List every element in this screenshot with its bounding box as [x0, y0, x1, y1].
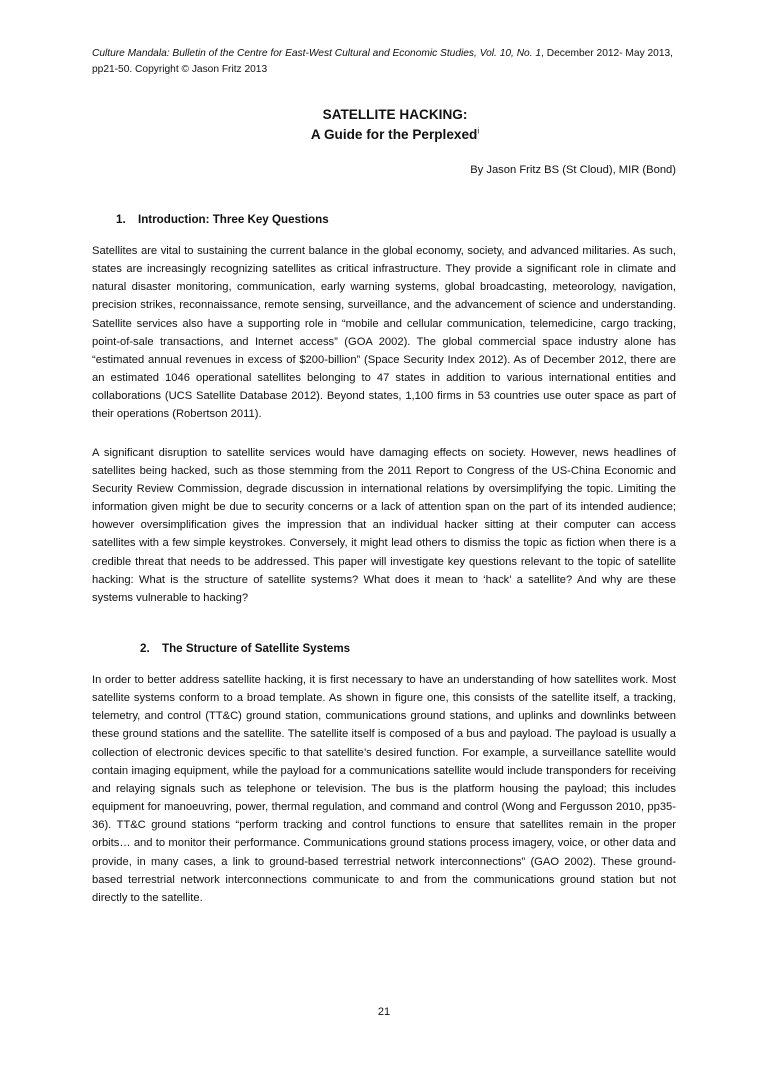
- citation-header: [92, 46, 676, 77]
- section-number: 2.: [140, 641, 150, 655]
- paper-subtitle: [114, 125, 676, 145]
- section-heading-introduction: [116, 212, 676, 228]
- footnote-marker[interactable]: i: [477, 126, 480, 136]
- citation-details: , December 2012- May 2013, pp21-50. Copyright © Jason Fritz 2013: [92, 48, 673, 75]
- paper-title: SATELLITE HACKING:: [322, 107, 468, 122]
- section-number: 1.: [116, 213, 126, 226]
- document-page: [92, 46, 676, 907]
- paper-subtitle-text: A Guide for the Perplexed: [310, 127, 478, 142]
- paragraph: Satellites are vital to sustaining the current balance in the global economy, society, and advanced militaries. As such, states are increasingly recognizing satellites as critical infrastructure. They provide a significant role in climate and natural disaster monitoring, communication, early warning systems, global broadcasting, meteorology, navigation, precision strikes, reconnaissance, remote sensing, surveillance, and the advancement of science and understanding. Satellite services also have a supporting role in “mobile and cellular communication, telemedicine, cargo tracking, point-of-sale transactions, and Internet access” (GOA 2002). The global commercial space industry alone has “estimated annual revenues in excess of $200-billion” (Space Security Index 2012). As of December 2012, there are an estimated 1046 operational satellites belonging to 47 states in addition to various international entities and collaborations (UCS Satellite Database 2012). Beyond states, 1,100 firms in 53 countries use outer space as part of their operations (Robertson 2011).: [92, 245, 676, 421]
- paragraph: A significant disruption to satellite services would have damaging effects on society. However, news headlines of satellites being hacked, such as those stemming from the 2011 Report to Congress of the US-China Economic and Security Review Commission, degrade discussion in international relations by oversimplifying the topic. Limiting the information given might be due to security concerns or a lack of attention span on the part of its intended audience; however oversimplification gives the impression that an individual hacker sitting at their computer can access satellites with a few simple keystrokes. Conversely, it might lead others to dismiss the topic as fiction when there is a credible threat that needs to be addressed. This paper will investigate key questions relevant to the topic of satellite hacking: What is the structure of satellite systems? What does it mean to ‘hack’ a satellite? And why are these systems vulnerable to hacking?: [92, 446, 676, 604]
- page-number: 21: [377, 1006, 391, 1018]
- section-heading-structure: [140, 641, 676, 657]
- section-title: The Structure of Satellite Systems: [162, 641, 351, 655]
- author-byline: By Jason Fritz BS (St Cloud), MIR (Bond): [470, 164, 676, 176]
- journal-name: Culture Mandala: Bulletin of the Centre for East-West Cultural and Economic Studies, Vol. 10, No. 1: [92, 48, 542, 59]
- title-block: [92, 105, 676, 145]
- paragraph: In order to better address satellite hacking, it is first necessary to have an understanding of how satellites work. Most satellite systems conform to a broad template. As shown in figure one, this consists of the satellite itself, a tracking, telemetry, and control (TT&C) ground station, communications ground stations, and uplinks and downlinks between these ground stations and the satellite. The satellite itself is composed of a bus and payload. The payload is usually a collection of electronic devices specific to that satellite’s desired function. For example, a surveillance satellite would contain imaging equipment, while the payload for a communications satellite would include transponders for receiving and relaying signals such as telephone or television. The bus is the platform housing the payload; this includes equipment for manoeuvring, power, thermal regulation, and command and control (Wong and Fergusson 2010, pp35-36). TT&C ground stations “perform tracking and control functions to ensure that satellites remain in the proper orbits… and to monitor their performance. Communications ground stations process imagery, voice, or other data and provide, in many cases, a link to ground-based terrestrial network interconnections” (GAO 2002). These ground-based terrestrial network interconnections communicate to and from the communications ground station but not directly to the satellite.: [92, 673, 676, 904]
- section-title: Introduction: Three Key Questions: [138, 213, 329, 226]
